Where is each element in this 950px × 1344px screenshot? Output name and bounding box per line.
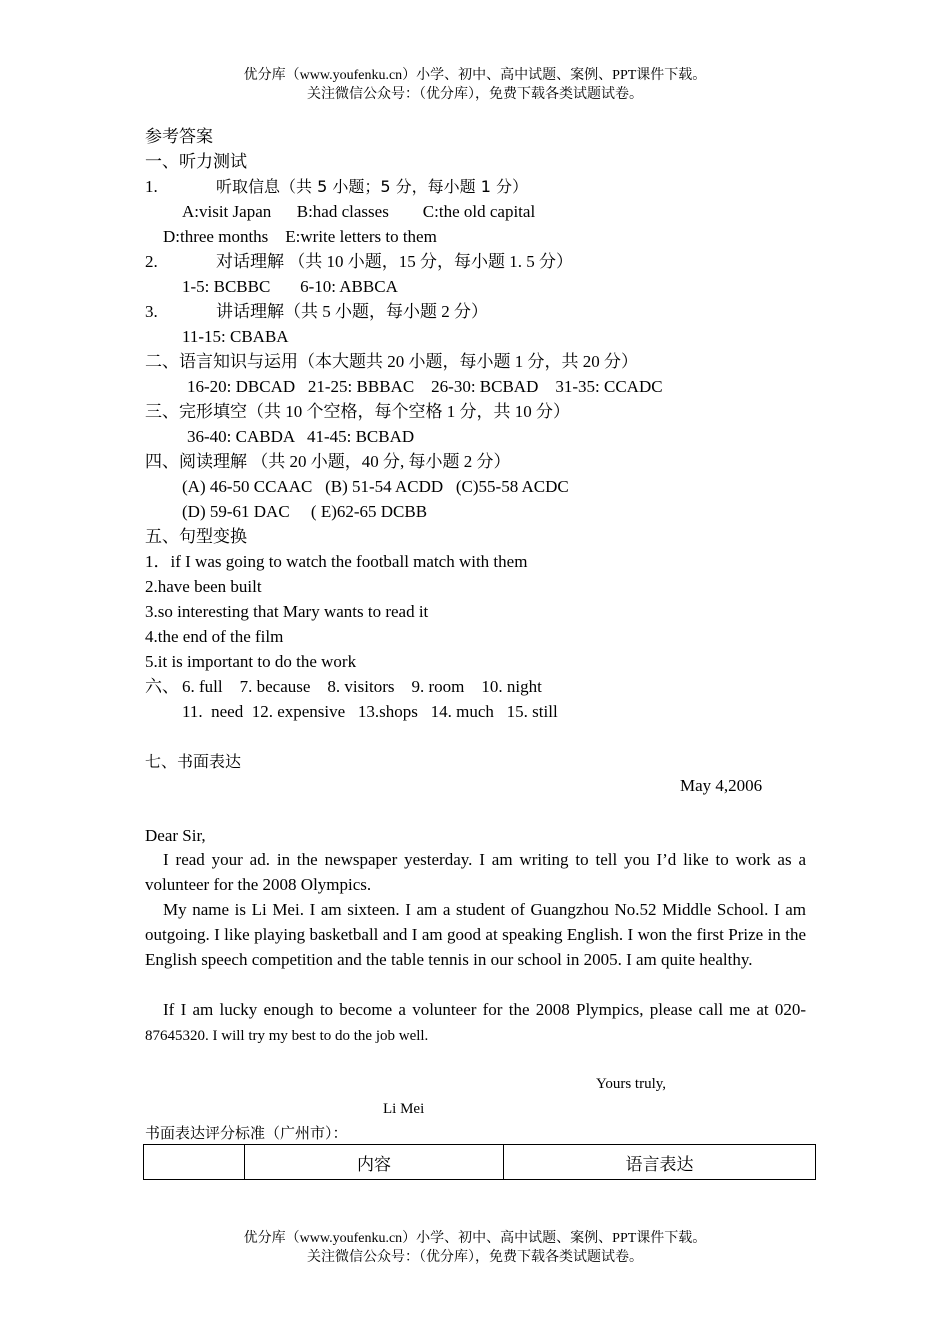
letter-paragraph-3-text: If I am lucky enough to become a volunteer for the 2008 Plympics, please call me at 020- [163, 1000, 806, 1019]
footer-line-1: 优分库（www.youfenku.cn）小学、初中、高中试题、案例、PPT课件下载。 [243, 1231, 707, 1246]
letter-paragraph-1 [145, 847, 806, 897]
part-2-title: 对话理解 （共 10 小题，15 分，每小题 1. 5 分） [216, 252, 573, 271]
part-3-answers: 11-15: CBABA [182, 327, 289, 346]
part-1-answers-line-2: D:three months E:write letters to them [163, 227, 437, 246]
letter-signature: Li Mei [383, 1101, 425, 1117]
letter-paragraph-2-text: My name is Li Mei. I am sixteen. I am a student of Guangzhou No.52 Middle School. I am outgoing. I like playing basketball and I am good at speaking English. I won the first Prize in the English speech competition and the table tennis in our school in 2005. I am quite healthy. [145, 900, 806, 969]
section-4-heading: 四、阅读理解 （共 20 小题，40 分, 每小题 2 分） [145, 452, 511, 471]
part-1-title: 听取信息（共 5 小题；5 分，每小题 1 分） [216, 177, 528, 196]
part-2-answers: 1-5: BCBBC 6-10: ABBCA [182, 277, 398, 296]
section-5-item: 3.so interesting that Mary wants to read it [145, 602, 429, 621]
section-6-answers-line-2: 11. need 12. expensive 13.shops 14. much 15. still [182, 702, 558, 721]
rubric-header-language: 语言表达 [504, 1145, 816, 1180]
section-4-answers-line-2: (D) 59-61 DAC ( E)62-65 DCBB [182, 502, 428, 521]
section-4-answers-line-1: (A) 46-50 CCAAC (B) 51-54 ACDD (C)55-58 ACDC [182, 477, 569, 496]
letter-paragraph-3-phone: 87645320. I will try my best to do the job well. [145, 1028, 429, 1044]
part-2-number: 2. [145, 252, 158, 271]
rubric-table-header-row [144, 1145, 816, 1180]
section-3-answers: 36-40: CABDA 41-45: BCBAD [187, 427, 415, 446]
part-3-title: 讲话理解（共 5 小题，每小题 2 分） [216, 302, 488, 321]
header-line-1: 优分库（www.youfenku.cn）小学、初中、高中试题、案例、PPT课件下载。 [243, 68, 707, 83]
section-5-item: 4.the end of the film [145, 627, 284, 646]
section-6-answers-line-1: 6. full 7. because 8. visitors 9. room 10. night [182, 677, 542, 696]
part-1-number: 1. [145, 177, 158, 196]
rubric-title: 书面表达评分标准（广州市）： [145, 1126, 348, 1142]
section-2-heading: 二、语言知识与运用（本大题共 20 小题，每小题 1 分，共 20 分） [145, 352, 638, 371]
section-5-heading: 五、句型变换 [145, 527, 247, 546]
part-1-answers-line-1: A:visit Japan B:had classes C:the old capital [182, 202, 536, 221]
header-line-2: 关注微信公众号：（优分库），免费下载各类试题试卷。 [307, 87, 643, 102]
part-3-number: 3. [145, 302, 158, 321]
letter-date: May 4,2006 [680, 776, 763, 795]
rubric-table [143, 1144, 816, 1180]
rubric-header-content: 内容 [245, 1145, 504, 1180]
section-5-item: 5.it is important to do the work [145, 652, 357, 671]
page-title: 参考答案 [145, 127, 213, 146]
section-6-label: 六、 [145, 677, 179, 696]
footer-line-2: 关注微信公众号：（优分库），免费下载各类试题试卷。 [307, 1250, 643, 1265]
section-7-heading: 七、书面表达 [145, 752, 242, 771]
letter-salutation: Dear Sir, [145, 826, 206, 845]
letter-closing: Yours truly, [596, 1076, 667, 1092]
section-2-answers: 16-20: DBCAD 21-25: BBBAC 26-30: BCBAD 31-35: CCADC [187, 377, 663, 396]
section-5-item: 2.have been built [145, 577, 262, 596]
section-3-heading: 三、完形填空（共 10 个空格，每个空格 1 分，共 10 分） [145, 402, 570, 421]
section-1-heading: 一、听力测试 [145, 152, 247, 171]
rubric-header-blank [144, 1145, 245, 1180]
letter-paragraph-2 [145, 897, 806, 972]
letter-paragraph-1-text: I read your ad. in the newspaper yesterday. I am writing to tell you I’d like to work as a volunteer for the 2008 Olympics. [145, 850, 806, 894]
letter-paragraph-3 [145, 997, 806, 1049]
section-5-item: 1．if I was going to watch the football match with them [145, 552, 528, 571]
